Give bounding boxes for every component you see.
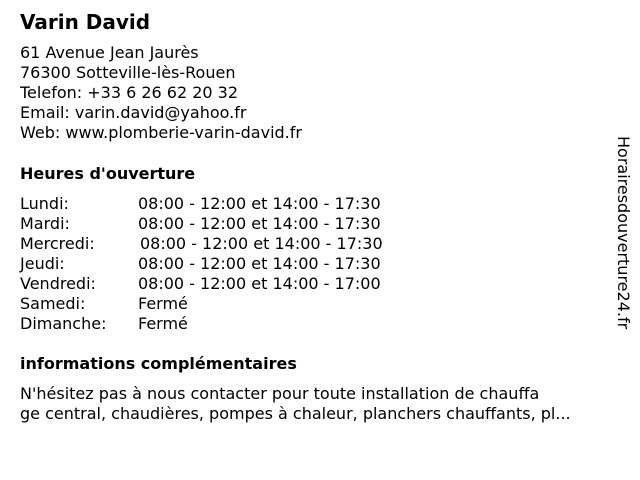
email-line: Email: varin.david@yahoo.fr (20, 103, 247, 122)
info-line: N'hésitez pas à nous contacter pour toute installation de chauffa (20, 384, 540, 403)
phone-line: Telefon: +33 6 26 62 20 32 (20, 83, 239, 102)
additional-info-text (20, 384, 620, 424)
day-label: Mardi: (20, 214, 70, 233)
day-hours: 08:00 - 12:00 et 14:00 - 17:00 (138, 274, 381, 293)
day-hours: 08:00 - 12:00 et 14:00 - 17:30 (138, 254, 381, 273)
opening-hours-heading: Heures d'ouverture (20, 164, 196, 183)
address-city: 76300 Sotteville-lès-Rouen (20, 63, 236, 82)
day-hours: 08:00 - 12:00 et 14:00 - 17:30 (138, 194, 381, 213)
day-hours: Fermé (138, 294, 188, 313)
contact-block (20, 43, 302, 143)
day-label: Dimanche: (20, 314, 107, 333)
day-label: Jeudi: (20, 254, 65, 273)
day-label: Lundi: (20, 194, 69, 213)
day-label: Vendredi: (20, 274, 96, 293)
info-line: ge central, chaudières, pompes à chaleur, planchers chauffants, pl... (20, 404, 571, 423)
site-watermark: Horairesdouverture24.fr (614, 136, 633, 330)
business-name: Varin David (20, 10, 151, 34)
day-label: Mercredi: (20, 234, 95, 253)
day-hours: Fermé (138, 314, 188, 333)
additional-info-heading: informations complémentaires (20, 354, 297, 373)
day-hours: 08:00 - 12:00 et 14:00 - 17:30 (138, 214, 381, 233)
day-label: Samedi: (20, 294, 86, 313)
address-street: 61 Avenue Jean Jaurès (20, 43, 199, 62)
day-hours: 08:00 - 12:00 et 14:00 - 17:30 (140, 234, 383, 253)
web-line: Web: www.plomberie-varin-david.fr (20, 123, 302, 142)
